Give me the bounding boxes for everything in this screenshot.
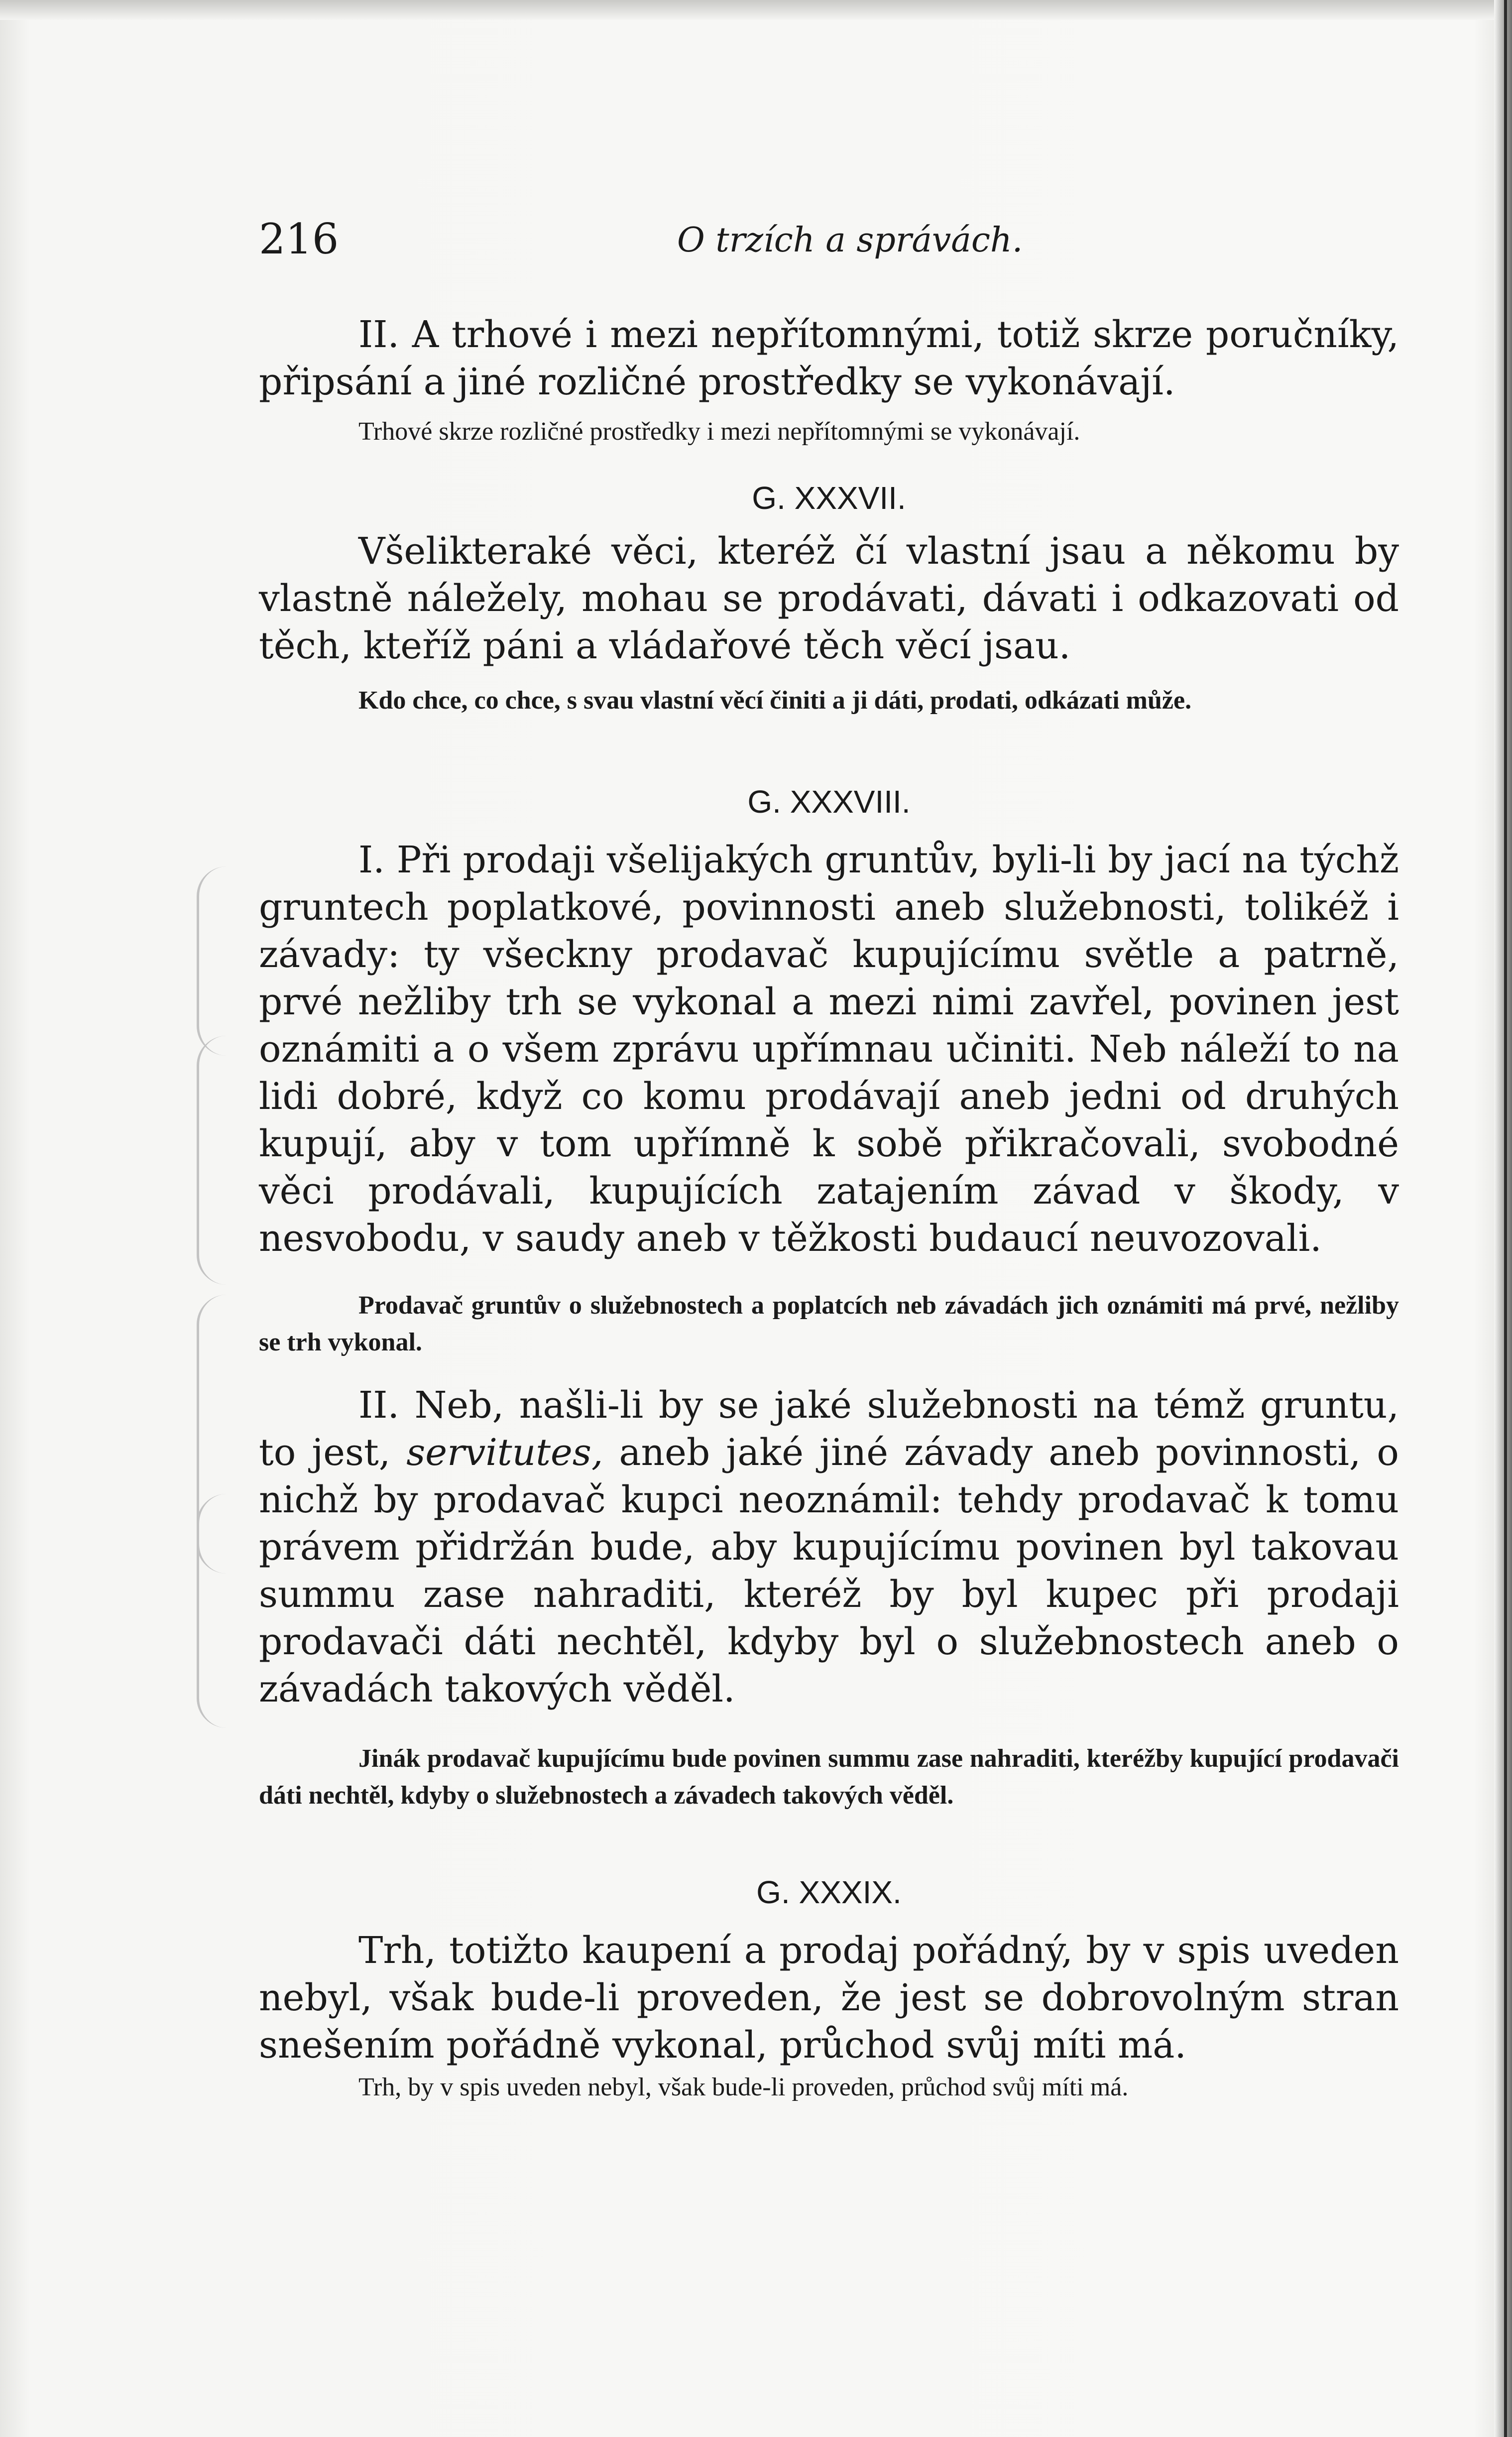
body-paragraph: Trh, totižto kaupení a prodaj pořádný, by v spis uveden nebyl, však bude-li proveden, že jest se dobrovolným stran snešením pořádně vykonal, průchod svůj míti má. bbox=[259, 1929, 1399, 2067]
body-paragraph bbox=[259, 1382, 1399, 1713]
article-heading-xxxvii: G. XXXVII. bbox=[752, 480, 906, 516]
margin-pencil-bracket bbox=[197, 1494, 229, 1728]
paragraph-text: II. Neb, našli-li by se jaké služebnosti na témž gruntu, to jest, bbox=[259, 1384, 1399, 1474]
latin-term: servitutes, bbox=[406, 1431, 603, 1474]
section-II-b-paragraph bbox=[259, 1382, 1399, 1713]
summary-note: Trhové skrze rozličné prostředky i mezi nepřítomnými se vykonávají. bbox=[358, 417, 1080, 446]
marginal-summary bbox=[259, 1740, 1399, 1814]
article-xxxvii-paragraph bbox=[259, 528, 1399, 670]
article-heading-xxxviii: G. XXXVIII. bbox=[747, 784, 911, 820]
article-xxxviii-paragraph bbox=[259, 837, 1399, 1262]
marginal-summary bbox=[259, 1287, 1399, 1361]
article-heading-xxxix: G. XXXIX. bbox=[756, 1874, 902, 1910]
summary-note: Kdo chce, co chce, s svau vlastní věcí činiti a ji dáti, prodati, odkázati může. bbox=[358, 686, 1192, 715]
article-xxxix-paragraph bbox=[259, 1927, 1399, 2069]
page-number: 216 bbox=[259, 215, 339, 263]
page-header bbox=[259, 209, 1399, 269]
running-title: O trzích a správách. bbox=[677, 221, 1023, 260]
page-top-edge bbox=[0, 0, 1512, 20]
marginal-summary bbox=[259, 413, 1399, 450]
article-heading bbox=[259, 1870, 1399, 1915]
summary-note: Trh, by v spis uveden nebyl, však bude-li proveden, průchod svůj míti má. bbox=[358, 2073, 1129, 2101]
article-heading bbox=[259, 779, 1399, 824]
body-paragraph: I. Při prodaji všelijakých gruntův, byli-li by jací na týchž gruntech poplatkové, povinnosti aneb služebnosti, tolikéž i závady: ty všeckny prodavač kupujícímu světle a patrně, prvé nežliby trh se vykonal a mezi nimi zavřel, povinen jest oznámiti a o všem zprávu upřímnau učiniti. Neb náleží to na lidi dobré, když co komu prodávají aneb jedni od druhých kupují, aby v tom upřímně k sobě přikračovali, svobodné věci prodávali, kupujících zatajením závad v škody, v nesvobodu, v saudy aneb v těžkosti budaucí neuvozovali. bbox=[259, 839, 1399, 1260]
body-paragraph: Všelikteraké věci, kteréž čí vlastní jsau a někomu by vlastně náležely, mohau se prodávati, dávati i odkazovati od těch, kteříž páni a vládařové těch věcí jsau. bbox=[259, 530, 1399, 667]
margin-pencil-bracket bbox=[197, 1036, 229, 1285]
summary-note: Prodavač gruntův o služebnostech a poplatcích neb závadách jich oznámiti má prvé, nežliby se trh vykonal. bbox=[259, 1291, 1399, 1356]
margin-pencil-bracket bbox=[197, 866, 229, 1056]
article-heading bbox=[259, 476, 1399, 520]
page-right-edge-line bbox=[1504, 0, 1507, 2437]
paragraph-text: aneb jaké jiné závady aneb povinnosti, o nichž by prodavač kupci neoznámil: tehdy prodavač k tomu právem přidržán bude, aby kupujícímu povinen byl takovau summu zase nahraditi, kteréž by byl kupec při prodaji prodavači dáti nechtěl, kdyby byl o služebnostech aneb o závadách takových věděl. bbox=[259, 1431, 1399, 1710]
summary-note: Jinák prodavač kupujícímu bude povinen summu zase nahraditi, kteréžby kupující prodavači dáti nechtěl, kdyby o služebnostech a závadech takových věděl. bbox=[259, 1744, 1399, 1810]
section-II-paragraph bbox=[259, 311, 1399, 406]
marginal-summary bbox=[259, 2069, 1399, 2106]
body-paragraph: II. A trhové i mezi nepřítomnými, totiž skrze poručníky, připsání a jiné rozličné prostředky se vykonávají. bbox=[259, 313, 1399, 403]
page-right-edge bbox=[1494, 0, 1512, 2437]
marginal-summary bbox=[259, 682, 1399, 719]
